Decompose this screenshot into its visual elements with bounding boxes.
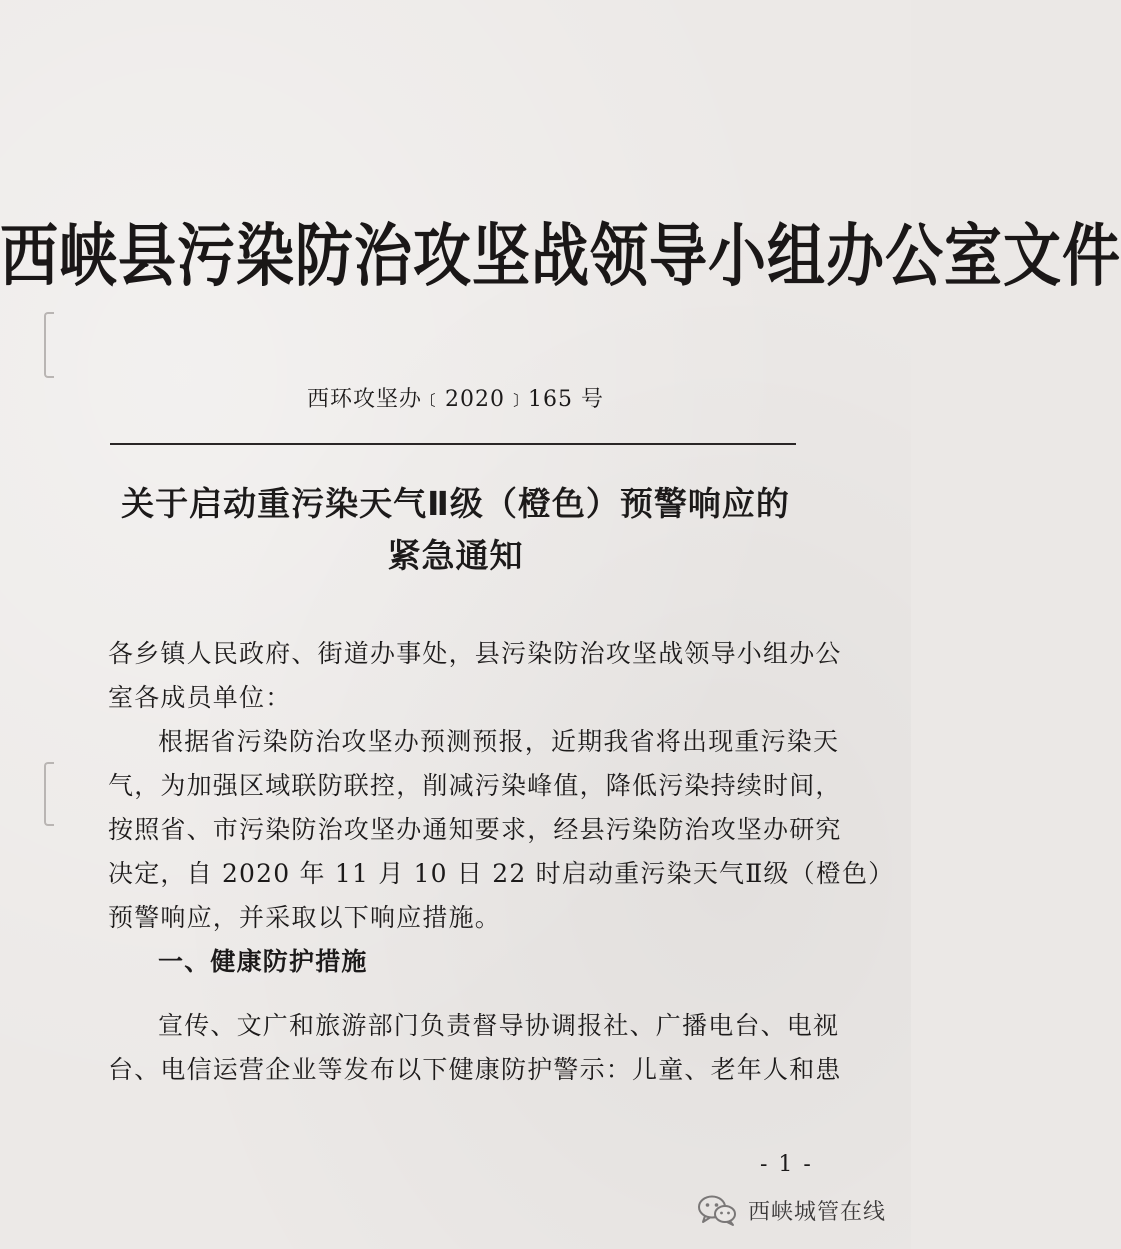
recipient-line: 各乡镇人民政府、街道办事处，县污染防治攻坚战领导小组办公 — [108, 639, 842, 668]
header-divider — [110, 443, 796, 445]
page-number: - 1 - — [760, 1152, 813, 1177]
binder-hole-mark — [44, 312, 54, 378]
wechat-watermark — [696, 1190, 886, 1230]
binder-hole-mark — [44, 762, 54, 826]
document-header: 西峡县污染防治攻坚战领导小组办公室文件 — [0, 215, 1121, 297]
watermark-text: 西峡城管在线 — [748, 1199, 887, 1225]
paragraph-line: 按照省、市污染防治攻坚办通知要求，经县污染防治攻坚办研究 — [108, 815, 842, 844]
notice-title-line-2: 紧急通知 — [387, 536, 524, 575]
paragraph-line: 气，为加强区域联防联控，削减污染峰值，降低污染持续时间， — [108, 771, 842, 800]
paragraph-line: 决定，自 2020 年 11 月 10 日 22 时启动重污染天气Ⅱ级（橙色） — [108, 859, 895, 888]
recipient-line: 室各成员单位： — [108, 683, 292, 712]
paragraph-line: 根据省污染防治攻坚办预测预报，近期我省将出现重污染天 — [158, 727, 840, 756]
wechat-icon — [696, 1193, 738, 1227]
document-number: 西环攻坚办﹝2020﹞165 号 — [307, 387, 604, 412]
paragraph-line: 宣传、文广和旅游部门负责督导协调报社、广播电台、电视 — [158, 1011, 840, 1040]
paragraph-line: 预警响应，并采取以下响应措施。 — [108, 903, 502, 932]
paragraph-line: 台、电信运营企业等发布以下健康防护警示：儿童、老年人和患 — [108, 1055, 842, 1084]
section-heading: 一、健康防护措施 — [158, 947, 368, 976]
notice-title-line-1: 关于启动重污染天气Ⅱ级（橙色）预警响应的 — [121, 484, 790, 523]
